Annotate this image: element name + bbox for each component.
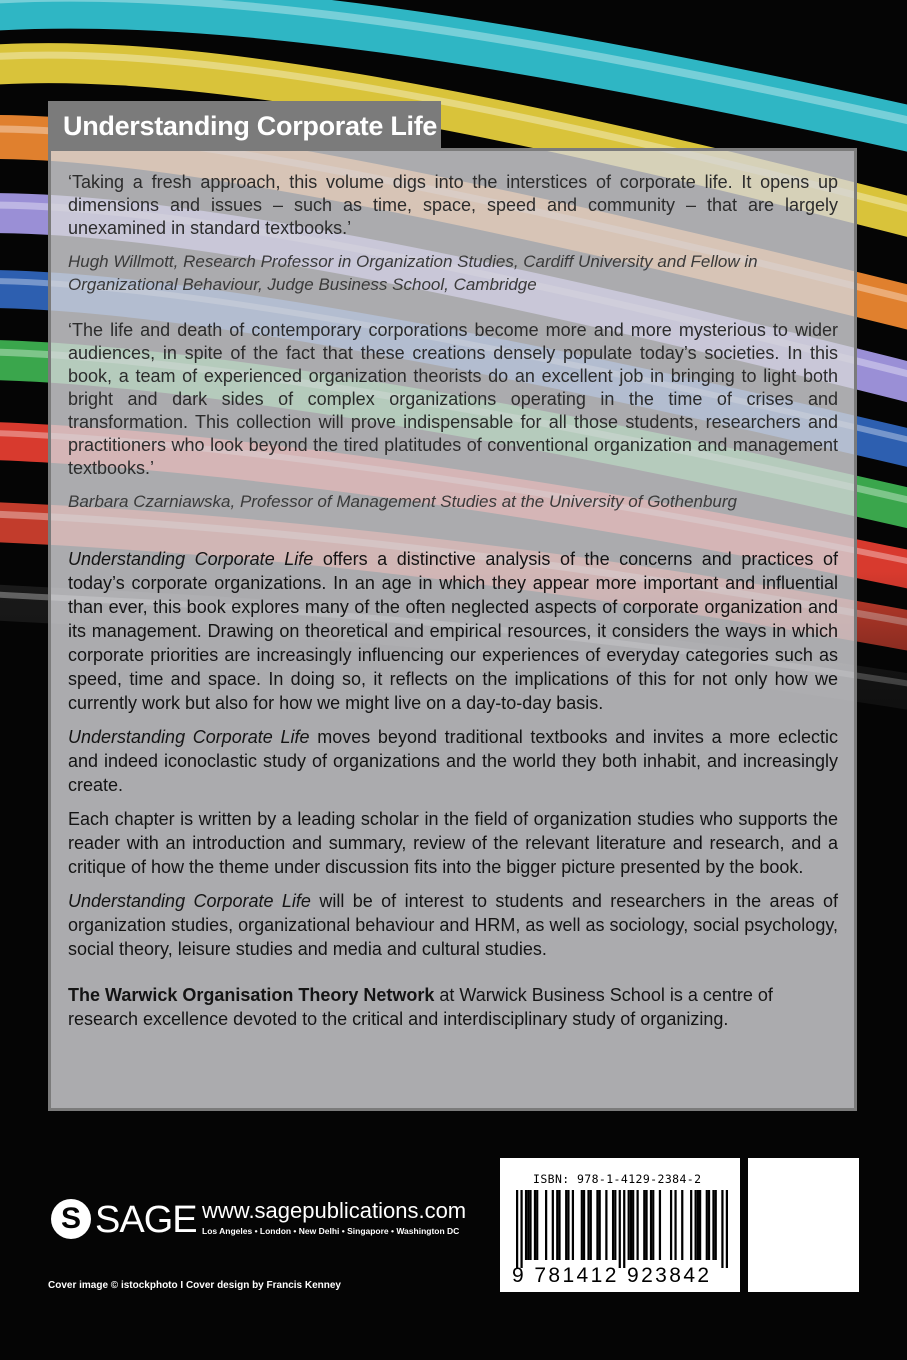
barcode-bar — [681, 1190, 683, 1260]
barcode-bar — [659, 1190, 661, 1260]
barcode-bar — [706, 1190, 708, 1260]
description-paragraph-1 — [68, 547, 838, 715]
barcode-bar — [721, 1190, 723, 1268]
barcode-bar — [581, 1190, 583, 1260]
isbn-label: ISBN: 978-1-4129-2384-2 — [533, 1172, 702, 1186]
description-text: will be of interest to students and researchers in the areas of organization studies, organizational behaviour and HRM, as well as sociology, social psychology, social theory, leisure studies and media and cultural studies. — [68, 891, 838, 959]
barcode-bar — [715, 1190, 717, 1260]
network-text: at Warwick Business School is a centre of research excellence devoted to the critical and interdisciplinary study of organizing. — [68, 985, 773, 1029]
barcode-bar — [583, 1190, 585, 1260]
barcode-bar — [552, 1190, 554, 1260]
barcode-bar — [697, 1190, 699, 1260]
barcode-bar — [699, 1190, 701, 1260]
sage-wordmark: SAGE — [95, 1199, 197, 1241]
endorsement-attribution-1: Hugh Willmott, Research Professor in Organization Studies, Cardiff University and Fellow in Organizational Behaviour, Judge Business School, Cambridge — [68, 252, 758, 294]
barcode-bar — [527, 1190, 529, 1260]
barcode-bar — [637, 1190, 639, 1260]
back-cover-text-panel — [48, 148, 857, 1111]
barcode-bar — [628, 1190, 630, 1260]
publisher-cities: Los Angeles • London • New Delhi • Singapore • Washington DC — [202, 1226, 460, 1236]
description-text: moves beyond traditional textbooks and invites a more eclectic and indeed iconoclastic study of organizations and the world they both inhabit, and increasingly create. — [68, 727, 838, 795]
book-title-banner — [48, 101, 441, 151]
barcode-bar — [674, 1190, 676, 1260]
barcode-bar — [525, 1190, 527, 1260]
barcode-bar — [708, 1190, 710, 1260]
barcode-bar — [520, 1190, 522, 1268]
barcode-bar — [630, 1190, 632, 1260]
barcode-bar — [587, 1190, 589, 1260]
isbn-barcode — [500, 1158, 740, 1292]
endorsement-quote-1: ‘Taking a fresh approach, this volume digs into the interstices of corporate life. It opens up dimensions and issues – such as time, space, speed and community – that are largely unexamined in standard textbooks.’ — [68, 172, 838, 238]
barcode-digits: 9 781412 923842 — [512, 1264, 712, 1287]
endorsement-quote-2: ‘The life and death of contemporary corporations become more and more mysterious to wider audiences, in spite of the fact that these creations densely populate today’s societies. In this book, a team of experienced organization theorists do an excellent job in bringing to light both bright and dark sides of complex organizations operating in the time of crises and transformation. This collection will prove indispensable for all those students, researchers and practitioners who look beyond the tired platitudes of conventional organization and management textbooks.’ — [68, 320, 838, 478]
book-title-italic: Understanding Corporate Life — [68, 549, 314, 569]
barcode-bar — [712, 1190, 714, 1260]
barcode-bar — [726, 1190, 728, 1268]
barcode-bar — [558, 1190, 560, 1260]
barcode-bar — [695, 1190, 697, 1260]
network-name: The Warwick Organisation Theory Network — [68, 985, 435, 1005]
barcode-bars — [516, 1190, 728, 1268]
barcode-bar — [632, 1190, 634, 1260]
book-title-italic: Understanding Corporate Life — [68, 891, 311, 911]
barcode-bar — [599, 1190, 601, 1260]
description-paragraph-4 — [68, 889, 838, 961]
sage-logo — [51, 1199, 197, 1243]
barcode-bar — [572, 1190, 574, 1260]
barcode-bar — [534, 1190, 536, 1260]
barcode-bar — [545, 1190, 547, 1260]
book-title-italic: Understanding Corporate Life — [68, 727, 310, 747]
barcode-bar — [516, 1190, 518, 1268]
barcode-bar — [567, 1190, 569, 1260]
barcode-bar — [670, 1190, 672, 1260]
barcode-bar — [619, 1190, 621, 1268]
barcode-bar — [623, 1190, 625, 1268]
description-paragraph-2 — [68, 725, 838, 797]
barcode-bar — [690, 1190, 692, 1260]
description-text: offers a distinctive analysis of the concerns and practices of today’s corporate organizations. In an age in which they appear more important and influential than ever, this book explores many of the often neglected aspects of corporate organization and its management. Drawing on theoretical and empirical resources, it considers the ways in which corporate priorities are increasingly influencing our experiences of everyday categories such as speed, time and space. In doing so, it reflects on the implications of this for not only how we currently work but also for how we might live on a day-to-day basis. — [68, 549, 838, 713]
endorsement-attribution-2: Barbara Czarniawska, Professor of Management Studies at the University of Gothenburg — [68, 492, 738, 511]
barcode-bar — [596, 1190, 598, 1260]
sage-circle-icon: S — [51, 1199, 91, 1239]
barcode-bar — [605, 1190, 607, 1260]
book-title: Understanding Corporate Life — [63, 111, 438, 141]
barcode-bar — [643, 1190, 645, 1260]
barcode-bar — [645, 1190, 647, 1260]
description-text: Each chapter is written by a leading scholar in the field of organization studies who supports the reader with an introduction and summary, review of the relevant literature and research, and a critique of how the theme under discussion fits into the bigger picture presented by the book. — [68, 809, 838, 877]
description-paragraph-3 — [68, 807, 838, 879]
publisher-url: www.sagepublications.com — [202, 1198, 467, 1223]
cover-credits: Cover image © istockphoto I Cover design by Francis Kenney — [48, 1280, 341, 1291]
barcode-bar — [650, 1190, 652, 1260]
barcode-bar — [612, 1190, 614, 1260]
barcode-bar — [565, 1190, 567, 1260]
network-paragraph — [68, 983, 838, 1031]
price-box — [748, 1158, 859, 1292]
barcode-bar — [614, 1190, 616, 1260]
barcode-bar — [652, 1190, 654, 1260]
barcode-bar — [529, 1190, 531, 1260]
barcode-bar — [556, 1190, 558, 1260]
barcode-bar — [590, 1190, 592, 1260]
barcode-bar — [536, 1190, 538, 1260]
